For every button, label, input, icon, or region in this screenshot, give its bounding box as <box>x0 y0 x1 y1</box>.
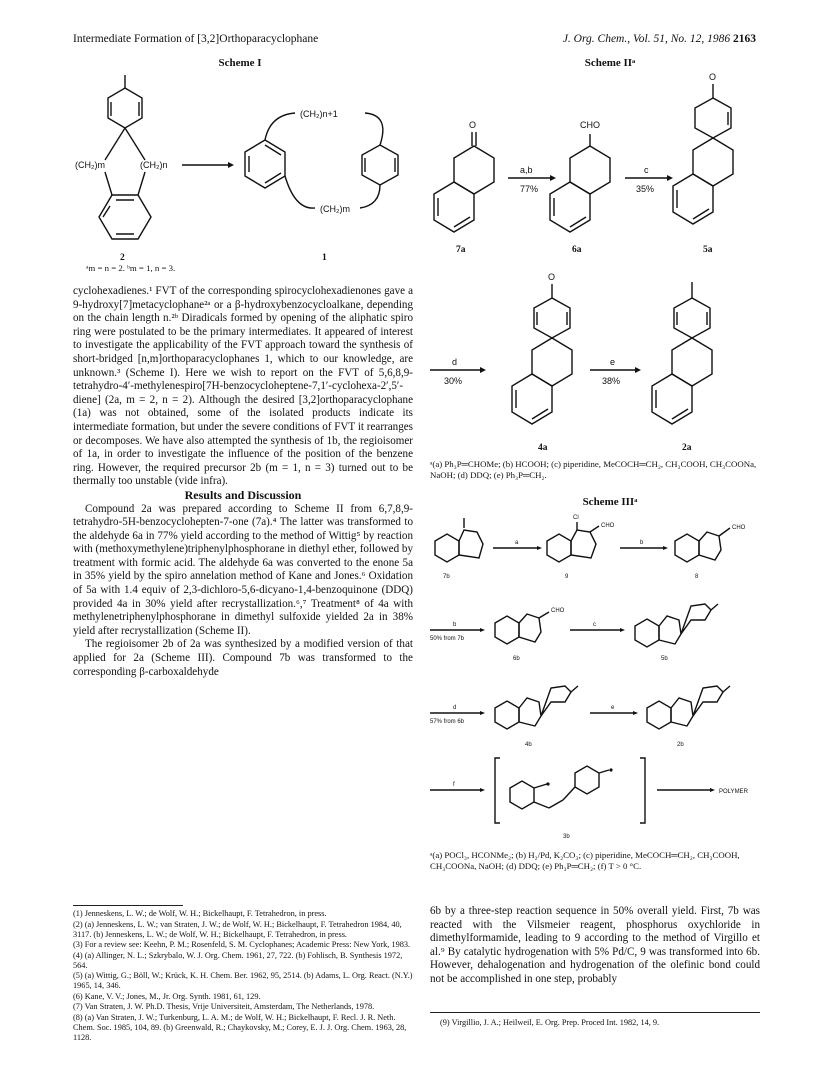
compound-label-5b: 5b <box>661 656 668 662</box>
reference-6: (6) Kane, V. V.; Jones, M., Jr. Org. Synth. 1981, 61, 129. <box>73 991 261 1001</box>
compound-7b-structure <box>435 518 483 562</box>
compound-4b-structure <box>495 686 578 729</box>
step-c-reagents: c <box>593 622 596 628</box>
reference-list <box>73 909 413 1043</box>
compound-label-8: 8 <box>695 574 699 580</box>
reference-1: (1) Jenneskens, L. W.; de Wolf, W. H.; Bickelhaupt, F. Tetrahedron, in press. <box>73 909 327 918</box>
reference-2: (2) (a) Jenneskens, L. W.; van Straten, J. W.; de Wolf, W. H.; Bickelhaupt, F. Tetrahedron 1984, 40, 3117. (b) Jenneskens, L. W.; de Wolf, W. H.; Bickelhaupt, F. Tetrahedron, in press. <box>73 919 402 939</box>
step-e-reagents: e <box>611 705 615 711</box>
step-a-reagents: a <box>515 540 519 546</box>
paragraph-right: 6b by a three-step reaction sequence in 50% overall yield. First, 7b was reacted with the Vilsmeier reagent, phosphorus oxychloride in dimethylformamide, leading to 9 according to the method of Virgillo et al.⁹ By catalytic hydrogenation with 5% Pd/C, 9 was transformed into 6b. However, dehalogenation and hydrogenation of the olefinic bond could not be accomplished in one step, probably <box>430 905 760 985</box>
cho-label: CHO <box>580 120 600 130</box>
compound-label-6b: 6b <box>513 656 520 662</box>
step-e-reagents: e <box>610 357 616 367</box>
step-d-reagents: d <box>453 705 457 711</box>
journal-name: J. Org. Chem., <box>562 33 631 45</box>
compound-label-3b: 3b <box>563 834 570 840</box>
compound-5b-structure <box>635 604 718 647</box>
compound-2a-structure <box>652 282 712 424</box>
paragraph-scheme-3: The regioisomer 2b of 2a was synthesized by a modified version of that applied for 2a (Scheme III). Compound 7b was transformed to the corresponding β-carboxaldehyde <box>73 638 413 678</box>
compound-label-1: 1 <box>322 253 327 263</box>
cho-label-8: CHO <box>732 525 746 531</box>
compound-6a-structure <box>550 134 610 232</box>
compound-2b-structure <box>647 686 730 729</box>
left-column <box>73 285 413 679</box>
polymer-label: POLYMER <box>719 789 748 795</box>
compound-label-6a: 6a <box>572 245 582 255</box>
scheme-3-title: Scheme IIIᵃ <box>582 496 638 508</box>
step-e-yield: 38% <box>602 376 621 386</box>
oxygen-label: O <box>548 272 556 282</box>
scheme-2-title: Scheme IIᵃ <box>584 57 636 69</box>
compound-label-4a: 4a <box>538 443 548 453</box>
label-ch2-n-plus-1: (CH₂)n+1 <box>300 109 338 119</box>
compound-label-2a: 2a <box>682 443 692 453</box>
compound-label-9: 9 <box>565 574 569 580</box>
compound-3b-structure <box>510 766 609 809</box>
compound-label-2b: 2b <box>677 742 684 748</box>
step-d-yield: 30% <box>444 376 463 386</box>
label-ch2-n: (CH₂)n <box>140 160 168 170</box>
step-c-reagents: c <box>644 165 649 175</box>
scheme-3-figure <box>425 508 760 848</box>
scheme-1-title: Scheme I <box>218 57 262 69</box>
compound-label-5a: 5a <box>703 245 713 255</box>
step-b2-reagents: b <box>453 622 457 628</box>
page-number: 2163 <box>733 33 756 45</box>
compound-5a-structure <box>673 84 733 224</box>
scheme-2-figure <box>420 70 760 480</box>
reference-8: (8) (a) Van Straten, J. W.; Turkenburg, L. A. M.; de Wolf, W. H.; Bickelhaupt, F. Recl. J. R. Neth. Chem. Soc. 1985, 104, 89. (b) Greenwald, R.; Chaykovsky, M.; Corey, E. J. J. Org. Chem. 1963, 28, 1128. <box>73 1012 407 1042</box>
reference-4: (4) (a) Allinger, N. L.; Szkrybalo, W. J. Org. Chem. 1961, 27, 722. (b) Fohlisch, B. Synthesis 1972, 564. <box>73 950 403 970</box>
journal-volume: Vol. 51, No. 12, 1986 <box>633 33 731 45</box>
step-f-reagents: f <box>453 782 455 788</box>
reference-5: (5) (a) Wittig, G.; Böll, W.; Krück, K. H. Chem. Ber. 1962, 95, 2514. (b) Adams, L. Org. React. (N.Y.) 1965, 14, 346. <box>73 971 413 990</box>
bracket-3b <box>495 758 645 823</box>
scheme-3-footnote: ᵃ(a) POCl₃, HCONMe₂; (b) H₂/Pd, K₂CO₃; (c) piperidine, MeCOCH═CH₂, CH₃COOH, CH₃COONa, NaOH; (d) DDQ; (e) Ph₃P═CH₂; (f) T > 0 °C. <box>430 850 740 871</box>
scheme-1-footnote: ᵃm = n = 2. ᵇm = 1, n = 3. <box>86 263 176 273</box>
compound-label-4b: 4b <box>525 742 532 748</box>
paragraph-intro: cyclohexadienes.¹ FVT of the corresponding spirocyclohexadienones gave a 9-hydroxy[7]metacyclophane²ᵃ or a β-hydroxybenzocycloalkane, depending on the chain length n.²ᵇ Diradicals formed by opening of the aliphatic spiro ring were postulated to be the primary intermediates. It appeared of interest to investigate the applicability of the FVT approach toward the synthesis of short-bridged [n,m]orthoparacyclophanes 1, which to our knowledge, are unknown.³ (Scheme I). Here we wish to report on the FVT of 5,6,8,9-tetrahydro-4′-methylenespiro[7H-benzocycloheptene-7,1′-cyclohexa-2′,5′-diene] (2a, m = 2, n = 2). Although the desired [3,2]orthoparacyclophane (1a) was not obtained, some of the isolated products indicate its intermediate formation, but under the severe conditions of FVT it rearranges or decomposes. We have also attempted the synthesis of 1b, the regioisomer of 1a, in order to investigate the influence of the position of the benzene ring. However, the required precursor 2b (m = 1, n = 3) turned out to be thermally too unstable (vide infra). <box>73 285 413 488</box>
label-ch2-m-bridge: (CH₂)m <box>320 204 350 214</box>
step-d-yield: 57% from 6b <box>430 719 465 725</box>
oxygen-label: O <box>709 72 717 82</box>
compound-label-7b: 7b <box>443 574 450 580</box>
journal-citation <box>563 33 756 45</box>
compound-8-structure <box>675 528 730 562</box>
oxygen-label: O <box>469 120 477 130</box>
right-column <box>430 905 760 987</box>
scheme-2-footnote: ᵃ(a) Ph₃P═CHOMe; (b) HCOOH; (c) piperidine, MeCOCH═CH₂, CH₃COOH, CH₃COONa, NaOH; (d) DDQ; (e) Ph₃P═CH₂. <box>430 459 757 480</box>
label-ch2-m: (CH₂)m <box>75 160 105 170</box>
right-footnote-rule <box>430 1012 760 1013</box>
compound-2-structure <box>99 75 151 239</box>
compound-4a-structure <box>512 284 572 424</box>
step-b-reagents: b <box>640 540 644 546</box>
reference-7: (7) Van Straten, J. W. Ph.D. Thesis, Vrije Universiteit, Amsterdam, The Netherlands, 1978. <box>73 1002 375 1011</box>
chloro-label: Cl <box>573 515 579 521</box>
scheme-1-figure <box>70 70 410 275</box>
running-title: Intermediate Formation of [3,2]Orthoparacyclophane <box>73 33 319 45</box>
reference-9: (9) Virgillio, J. A.; Heilweil, E. Org. Prep. Proced Int. 1982, 14, 9. <box>440 1018 660 1027</box>
step-ab-reagents: a,b <box>520 165 533 175</box>
compound-label-2: 2 <box>120 253 125 263</box>
compound-7a-structure <box>434 132 494 232</box>
section-heading: Results and Discussion <box>184 487 302 502</box>
step-d-reagents: d <box>452 357 458 367</box>
cho-label-6b: CHO <box>551 608 565 614</box>
compound-label-7a: 7a <box>456 245 466 255</box>
compound-1-structure <box>245 113 398 208</box>
compound-9-structure <box>547 522 599 562</box>
reference-3: (3) For a review see: Keehn, P. M.; Rosenfeld, S. M. Cyclophanes; Academic Press: New York, 1983. <box>73 940 411 949</box>
footnote-rule <box>73 905 183 906</box>
step-c-yield: 35% <box>636 184 655 194</box>
paragraph-scheme-2: Compound 2a was prepared according to Scheme II from 6,7,8,9-tetrahydro-5H-benzocyclohepten-7-one (7a).⁴ The latter was transformed to the aldehyde 6a in 77% yield according to the method of Wittig⁵ by reaction with (methoxymethylene)triphenylphosphorane in diethyl ether, followed by treatment with formic acid. The aldehyde 6a was converted to the enone 5a in 35% yield by the spiro annelation method of Kane and Jones.⁶ Oxidation of 5a with 1.4 equiv of 2,3-dichloro-5,6-dicyano-1,4-benzoquinone (DDQ) provided 4a in 30% yield after recrystallization.⁶,⁷ Treatment⁸ of 4a with methylenetriphenylphosphorane in dimethyl sulfoxide yielded 2a in 38% yield after recrystallization (Scheme II). <box>73 502 413 637</box>
step-ab-yield: 77% <box>520 184 539 194</box>
compound-6b-structure <box>495 612 549 644</box>
cho-label-9: CHO <box>601 523 615 529</box>
step-b2-yield: 50% from 7b <box>430 636 465 642</box>
